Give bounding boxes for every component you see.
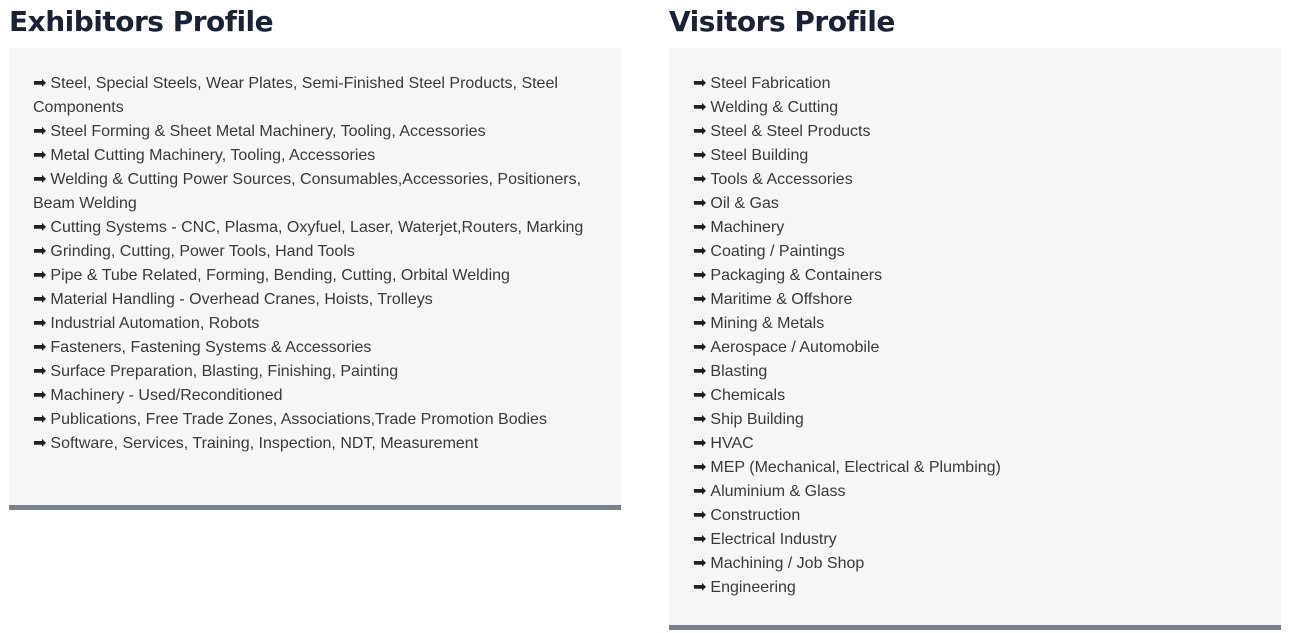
list-item <box>33 360 597 384</box>
list-item <box>693 264 1257 288</box>
list-item-text: Aerospace / Automobile <box>710 339 880 356</box>
list-item-text: Software, Services, Training, Inspection, NDT, Measurement <box>50 435 479 452</box>
visitors-profile-heading: Visitors Profile <box>669 5 895 38</box>
list-item-text: Grinding, Cutting, Power Tools, Hand Tools <box>50 243 355 260</box>
list-item-text: Pipe & Tube Related, Forming, Bending, Cutting, Orbital Welding <box>50 267 510 284</box>
list-item-text: Material Handling - Overhead Cranes, Hoists, Trolleys <box>50 291 433 308</box>
arrow-right-icon: ➡ <box>693 267 707 284</box>
arrow-right-icon: ➡ <box>693 387 707 404</box>
list-item-text: Oil & Gas <box>710 195 779 212</box>
list-item <box>33 168 597 216</box>
list-item <box>693 552 1257 576</box>
arrow-right-icon: ➡ <box>693 171 707 188</box>
list-item <box>693 576 1257 600</box>
list-item-text: Machinery - Used/Reconditioned <box>50 387 283 404</box>
list-item <box>693 168 1257 192</box>
arrow-right-icon: ➡ <box>693 315 707 332</box>
list-item <box>33 312 597 336</box>
arrow-right-icon: ➡ <box>693 339 707 356</box>
arrow-right-icon: ➡ <box>33 411 47 428</box>
visitors-list <box>693 72 1257 600</box>
arrow-right-icon: ➡ <box>693 411 707 428</box>
list-item-text: Cutting Systems - CNC, Plasma, Oxyfuel, Laser, Waterjet,Routers, Marking <box>50 219 584 236</box>
arrow-right-icon: ➡ <box>33 219 47 236</box>
list-item <box>693 192 1257 216</box>
list-item-text: HVAC <box>710 435 754 452</box>
list-item-text: Blasting <box>710 363 768 380</box>
list-item <box>693 504 1257 528</box>
arrow-right-icon: ➡ <box>693 291 707 308</box>
list-item-text: Surface Preparation, Blasting, Finishing, Painting <box>50 363 399 380</box>
list-item-text: Steel & Steel Products <box>710 123 871 140</box>
list-item-text: Welding & Cutting <box>710 99 839 116</box>
list-item <box>693 288 1257 312</box>
list-item <box>33 144 597 168</box>
list-item <box>33 384 597 408</box>
list-item <box>693 456 1257 480</box>
list-item-text: Fasteners, Fastening Systems & Accessories <box>50 339 372 356</box>
arrow-right-icon: ➡ <box>693 219 707 236</box>
exhibitors-list <box>33 72 597 456</box>
list-item-text: Steel Building <box>710 147 809 164</box>
arrow-right-icon: ➡ <box>693 123 707 140</box>
list-item-text: Machining / Job Shop <box>710 555 865 572</box>
list-item-text: Maritime & Offshore <box>710 291 853 308</box>
list-item-text: Industrial Automation, Robots <box>50 315 260 332</box>
arrow-right-icon: ➡ <box>693 435 707 452</box>
list-item <box>33 264 597 288</box>
arrow-right-icon: ➡ <box>693 483 707 500</box>
list-item <box>33 216 597 240</box>
list-item <box>693 216 1257 240</box>
arrow-right-icon: ➡ <box>693 243 707 260</box>
list-item-text: Packaging & Containers <box>710 267 883 284</box>
list-item-text: Machinery <box>710 219 785 236</box>
arrow-right-icon: ➡ <box>33 147 47 164</box>
list-item-text: Steel Fabrication <box>710 75 831 92</box>
list-item <box>33 432 597 456</box>
exhibitors-profile-heading: Exhibitors Profile <box>9 5 274 38</box>
list-item-text: Metal Cutting Machinery, Tooling, Accessories <box>50 147 376 164</box>
list-item-text: Ship Building <box>710 411 804 428</box>
list-item <box>693 408 1257 432</box>
list-item-text: MEP (Mechanical, Electrical & Plumbing) <box>710 459 1001 476</box>
list-item-text: Tools & Accessories <box>710 171 853 188</box>
arrow-right-icon: ➡ <box>693 195 707 212</box>
list-item <box>693 144 1257 168</box>
list-item-text: Steel Forming & Sheet Metal Machinery, Tooling, Accessories <box>50 123 486 140</box>
arrow-right-icon: ➡ <box>33 267 47 284</box>
list-item <box>693 96 1257 120</box>
list-item <box>693 360 1257 384</box>
list-item-text: Coating / Paintings <box>710 243 845 260</box>
list-item-text: Construction <box>710 507 801 524</box>
arrow-right-icon: ➡ <box>33 339 47 356</box>
list-item <box>693 120 1257 144</box>
arrow-right-icon: ➡ <box>33 291 47 308</box>
list-item <box>33 288 597 312</box>
arrow-right-icon: ➡ <box>33 123 47 140</box>
arrow-right-icon: ➡ <box>693 531 707 548</box>
arrow-right-icon: ➡ <box>33 387 47 404</box>
exhibitors-profile-section <box>9 0 621 510</box>
arrow-right-icon: ➡ <box>33 363 47 380</box>
list-item <box>33 240 597 264</box>
list-item <box>693 384 1257 408</box>
visitors-profile-section <box>669 0 1281 630</box>
list-item-text: Welding & Cutting Power Sources, Consumables,Accessories, Positioners, Beam Welding <box>33 171 582 212</box>
list-item-text: Publications, Free Trade Zones, Associations,Trade Promotion Bodies <box>50 411 547 428</box>
arrow-right-icon: ➡ <box>33 171 47 188</box>
list-item <box>693 312 1257 336</box>
arrow-right-icon: ➡ <box>33 435 47 452</box>
arrow-right-icon: ➡ <box>693 459 707 476</box>
list-item <box>33 408 597 432</box>
arrow-right-icon: ➡ <box>693 507 707 524</box>
list-item-text: Aluminium & Glass <box>710 483 846 500</box>
arrow-right-icon: ➡ <box>693 579 707 596</box>
list-item <box>33 72 597 120</box>
list-item <box>693 72 1257 96</box>
list-item <box>693 240 1257 264</box>
arrow-right-icon: ➡ <box>33 243 47 260</box>
visitors-profile-panel <box>669 48 1281 630</box>
arrow-right-icon: ➡ <box>33 315 47 332</box>
list-item <box>693 336 1257 360</box>
list-item-text: Steel, Special Steels, Wear Plates, Semi-Finished Steel Products, Steel Components <box>33 75 558 116</box>
exhibitors-profile-panel <box>9 48 621 510</box>
list-item <box>693 432 1257 456</box>
list-item-text: Engineering <box>710 579 796 596</box>
list-item <box>33 120 597 144</box>
arrow-right-icon: ➡ <box>693 75 707 92</box>
list-item <box>33 336 597 360</box>
arrow-right-icon: ➡ <box>33 75 47 92</box>
list-item-text: Chemicals <box>710 387 786 404</box>
arrow-right-icon: ➡ <box>693 147 707 164</box>
list-item-text: Electrical Industry <box>710 531 837 548</box>
arrow-right-icon: ➡ <box>693 363 707 380</box>
arrow-right-icon: ➡ <box>693 555 707 572</box>
list-item <box>693 480 1257 504</box>
list-item <box>693 528 1257 552</box>
list-item-text: Mining & Metals <box>710 315 825 332</box>
arrow-right-icon: ➡ <box>693 99 707 116</box>
